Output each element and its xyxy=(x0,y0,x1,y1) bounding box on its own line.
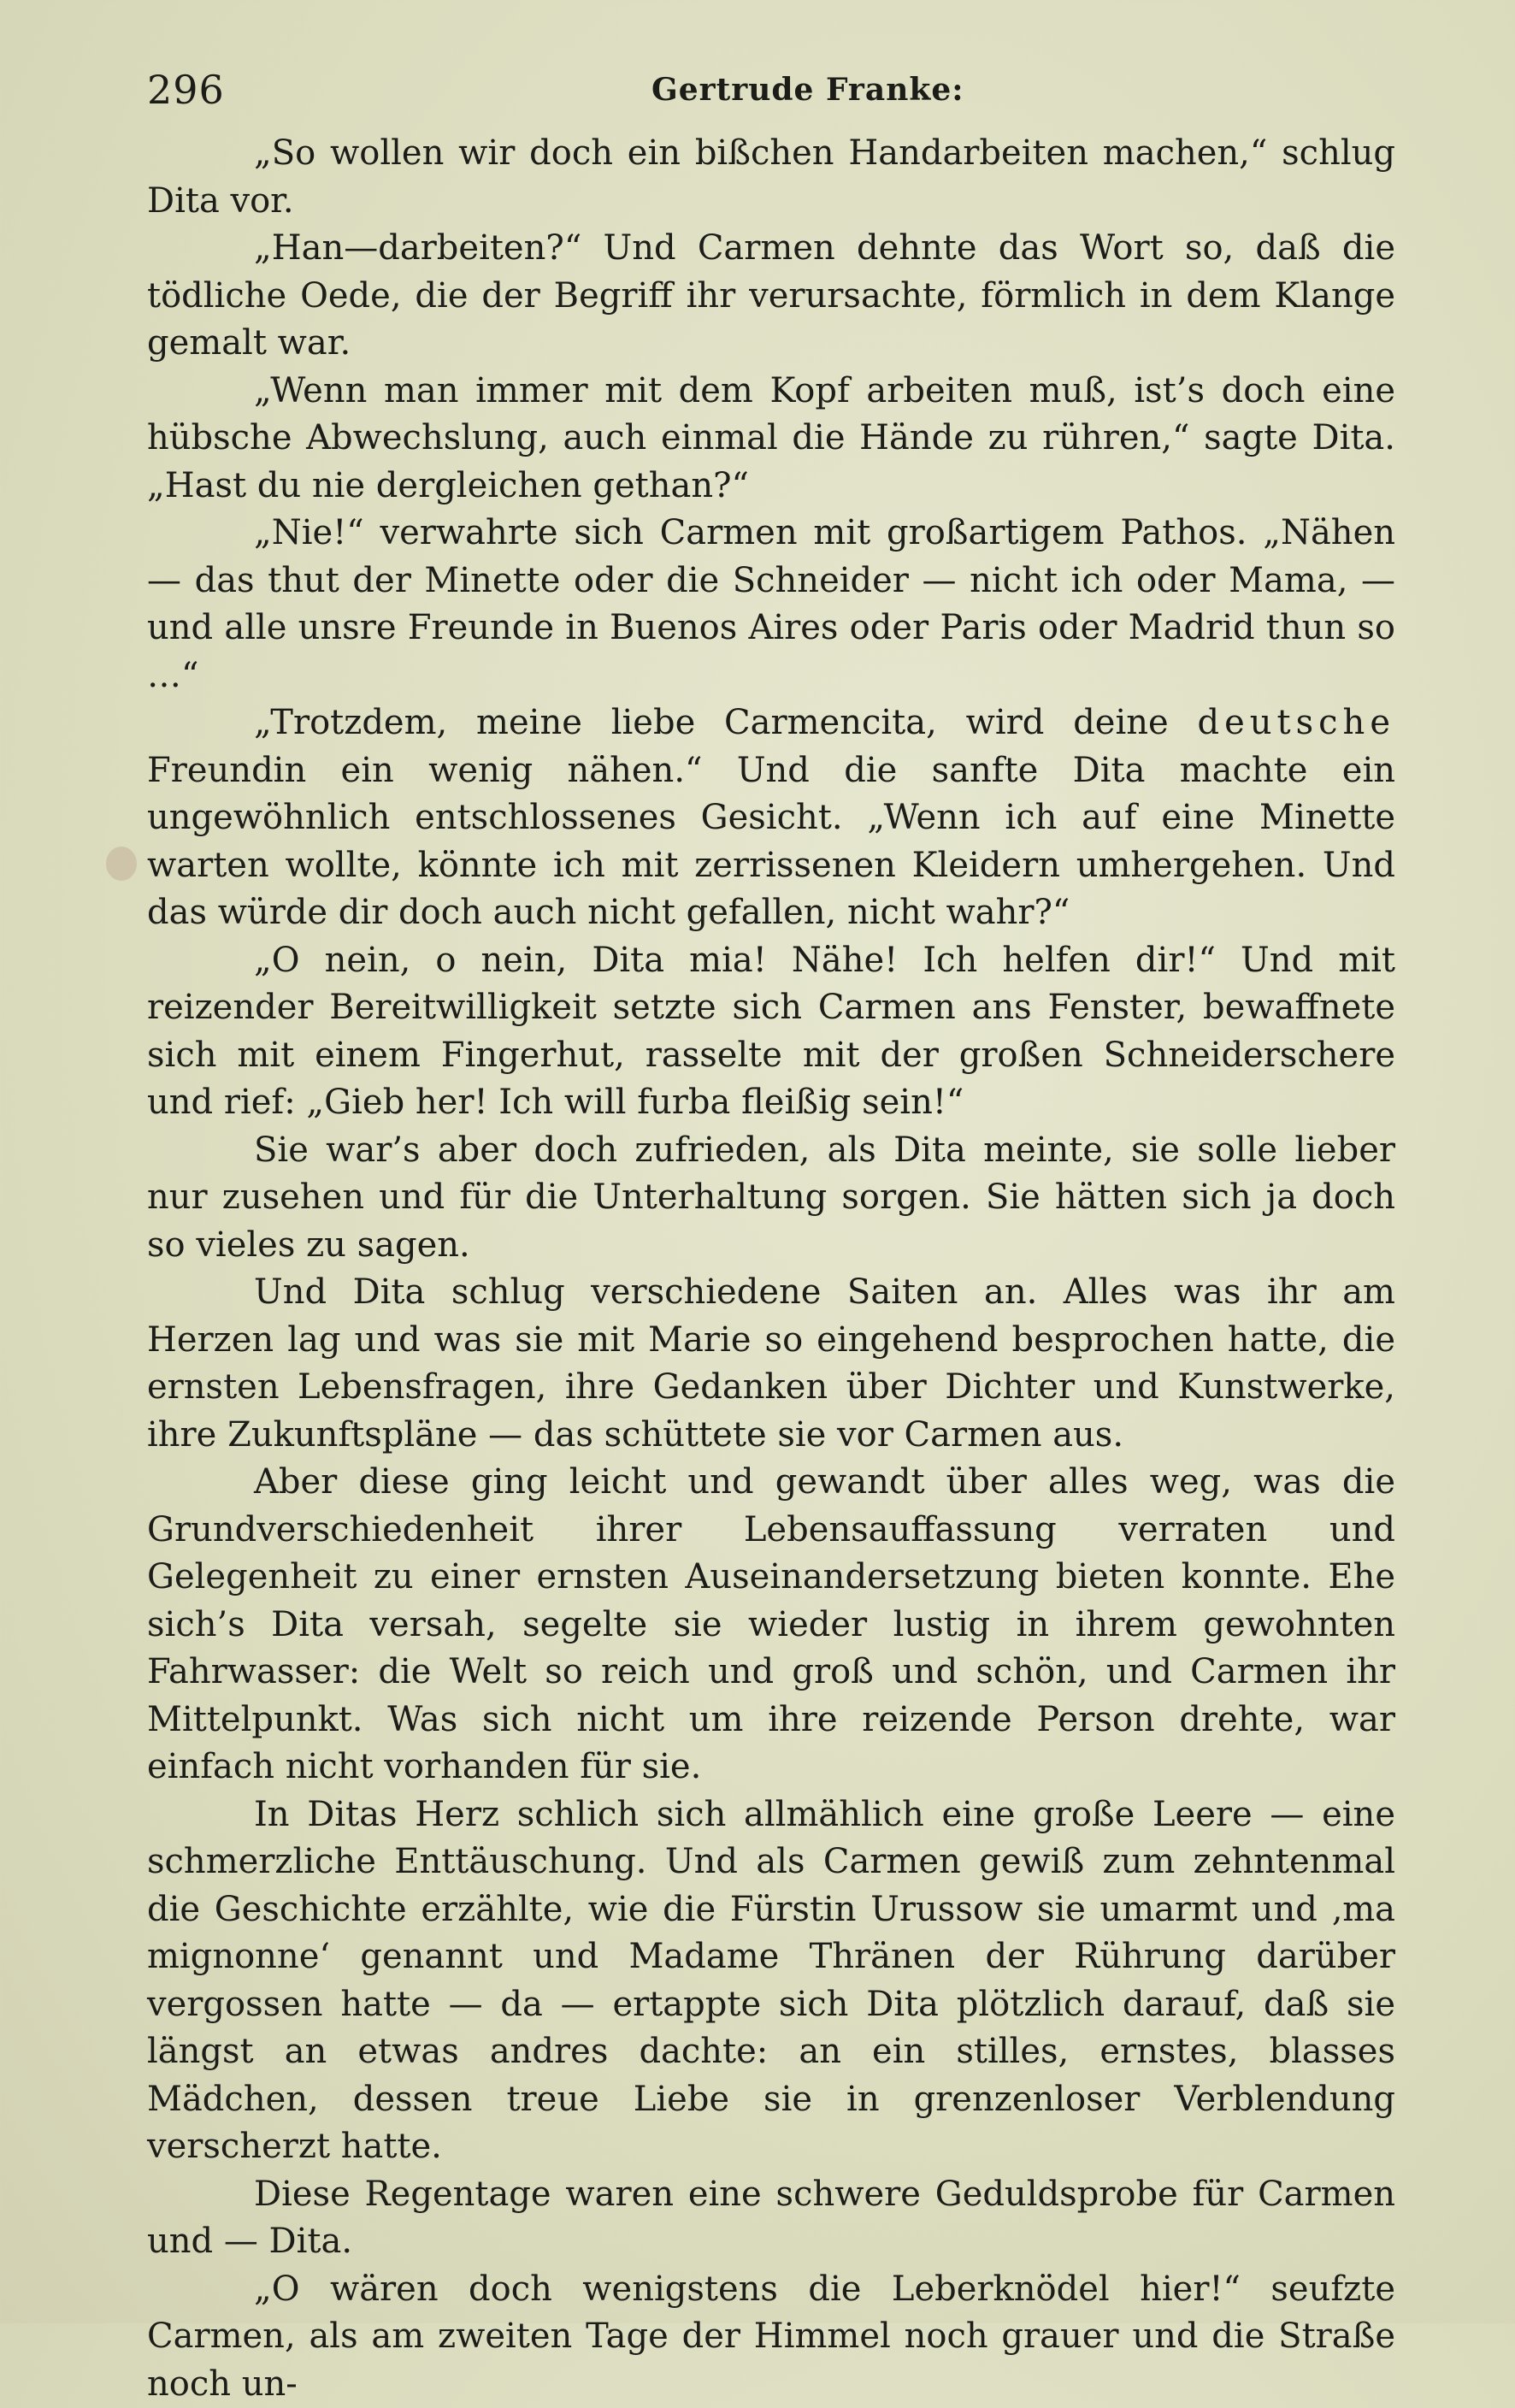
paragraph-part: „Trotzdem, meine liebe Carmencita, wird deine xyxy=(254,703,1198,742)
paragraph: Und Dita schlug verschiedene Saiten an. Alles was ihr am Herzen lag und was sie mit Marie so eingehend besprochen hatte, die ernsten Lebensfragen, ihre Gedanken über Dichter und Kunstwerke, ihre Zukunftspläne — das schüttete sie vor Carmen aus. xyxy=(147,1269,1395,1459)
paragraph: „So wollen wir doch ein bißchen Handarbeiten machen,“ schlug Dita vor. xyxy=(147,130,1395,225)
paragraph: „Nie!“ verwahrte sich Carmen mit großartigem Pathos. „Nähen — das thut der Minette oder die Schneider — nicht ich oder Mama, — und alle unsre Freunde in Buenos Aires oder Paris oder Madrid thun so …“ xyxy=(147,510,1395,699)
paragraph: „O nein, o nein, Dita mia! Nähe! Ich helfen dir!“ Und mit reizender Bereitwilligkeit setzte sich Carmen ans Fenster, bewaffnete sich mit einem Fingerhut, rasselte mit der großen Schneiderschere und rief: „Gieb her! Ich will furba fleißig sein!“ xyxy=(147,937,1395,1127)
paragraph: Sie war’s aber doch zufrieden, als Dita meinte, sie solle lieber nur zusehen und für die Unterhaltung sorgen. Sie hätten sich ja doch so vieles zu sagen. xyxy=(147,1127,1395,1270)
paragraph: „Han—darbeiten?“ Und Carmen dehnte das Wort so, daß die tödliche Oede, die der Begriff ihr verursachte, förmlich in dem Klange gemalt war. xyxy=(147,225,1395,368)
paragraph-part: Freundin ein wenig nähen.“ Und die sanfte Dita machte ein ungewöhnlich entschlossenes Gesicht. „Wenn ich auf eine Minette warten wollte, könnte ich mit zerrissenen Kleidern umhergehen. Und das würde dir doch auch nicht gefallen, nicht wahr?“ xyxy=(147,751,1395,933)
paragraph: Diese Regentage waren eine schwere Geduldsprobe für Carmen und — Dita. xyxy=(147,2171,1395,2266)
paper-stain xyxy=(106,847,137,881)
paragraph xyxy=(147,699,1395,937)
paragraph: „O wären doch wenigstens die Leberknödel hier!“ seufzte Carmen, als am zweiten Tage der Himmel noch grauer und die Straße noch un- xyxy=(147,2266,1395,2408)
page-number: 296 xyxy=(147,67,225,113)
paragraph: In Ditas Herz schlich sich allmählich eine große Leere — eine schmerzliche Enttäuschung. Und als Carmen gewiß zum zehntenmal die Geschichte erzählte, wie die Fürstin Urussow sie umarmt und ‚ma mignonne‘ genannt und Madame Thränen der Rührung darüber vergossen hatte — da — ertappte sich Dita plötzlich darauf, daß sie längst an etwas andres dachte: an ein stilles, ernstes, blasses Mädchen, dessen treue Liebe sie in grenzenloser Verblendung verscherzt hatte. xyxy=(147,1791,1395,2171)
running-head xyxy=(147,67,1404,127)
paragraph: „Wenn man immer mit dem Kopf arbeiten muß, ist’s doch eine hübsche Abwechslung, auch einmal die Hände zu rühren,“ sagte Dita. „Hast du nie dergleichen gethan?“ xyxy=(147,368,1395,511)
emphasized-word: deutsche xyxy=(1198,703,1395,742)
paragraph: Aber diese ging leicht und gewandt über alles weg, was die Grundverschiedenheit ihrer Lebensauffassung verraten und Gelegenheit zu einer ernsten Auseinandersetzung bieten konnte. Ehe sich’s Dita versah, segelte sie wieder lustig in ihrem gewohnten Fahrwasser: die Welt so reich und groß und schön, und Carmen ihr Mittelpunkt. Was sich nicht um ihre reizende Person drehte, war einfach nicht vorhanden für sie. xyxy=(147,1459,1395,1791)
running-title: Gertrude Franke: xyxy=(651,72,964,108)
body-text xyxy=(147,130,1395,2408)
